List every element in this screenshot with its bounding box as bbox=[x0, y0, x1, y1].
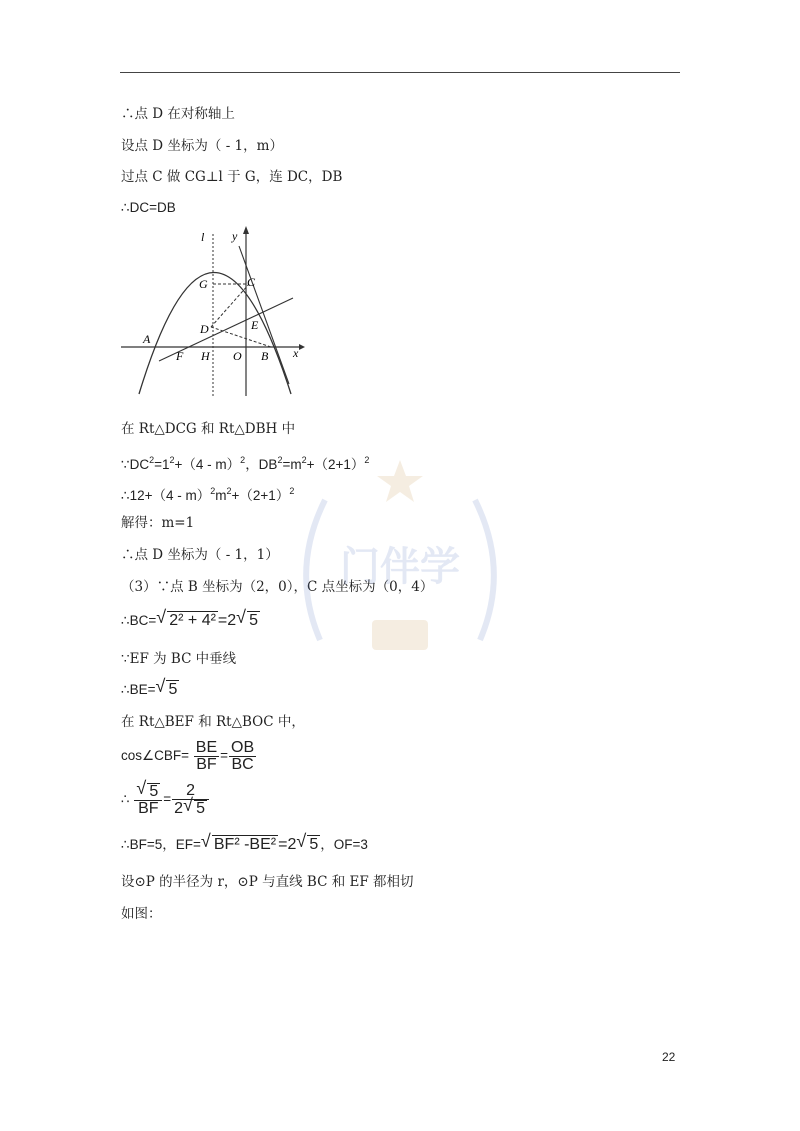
text-line: ∵EF 为 BC 中垂线 bbox=[121, 651, 237, 667]
equation-line: ∴BF=5，EF=√ BF² -BE² =2√ 5 ，OF=3 bbox=[121, 835, 368, 854]
label-O: O bbox=[233, 349, 242, 363]
label-C: C bbox=[247, 275, 256, 289]
label-G: G bbox=[199, 277, 208, 291]
label-F: F bbox=[176, 349, 184, 363]
text-line: 如图： bbox=[121, 906, 162, 922]
watermark-logo bbox=[280, 440, 520, 700]
parabola-figure bbox=[121, 226, 306, 401]
label-y: y bbox=[232, 229, 238, 243]
label-A: A bbox=[143, 332, 151, 346]
watermark-text: 门伴学 bbox=[340, 544, 460, 590]
text-line: 在 Rt△BEF 和 Rt△BOC 中， bbox=[121, 714, 305, 730]
equation-line: ∴ √ $\frac{5}{BF}$ = $\frac{2}{2√ 5}$ bbox=[121, 783, 210, 817]
text-line: 过点 C 做 CG⊥l 于 G，连 DC，DB bbox=[121, 169, 343, 185]
label-H: H bbox=[201, 349, 210, 363]
text-line: ∴点 D 坐标为（ - 1，1） bbox=[121, 547, 279, 563]
label-x: x bbox=[293, 346, 299, 360]
equation-line: ∴BE=√ 5 bbox=[121, 680, 179, 699]
label-l: l bbox=[201, 230, 205, 244]
text-line: （3）∵点 B 坐标为（2，0），C 点坐标为（0，4） bbox=[121, 579, 434, 595]
label-E: E bbox=[251, 318, 259, 332]
equation-line: ∴12+（4 - $m)^2m^2+(2+1)^2$ bbox=[121, 486, 295, 503]
text-line: ∴DC=DB bbox=[121, 200, 176, 215]
text-line: 设点 D 坐标为（ - 1，m） bbox=[121, 138, 283, 154]
equation-line: $\because DC^2=1^2+(4 - m)^2$，$DB^2=m^2+(2+1)^2$ bbox=[121, 455, 370, 472]
text-line: ∴点 D 在对称轴上 bbox=[121, 106, 235, 122]
page-number: 22 bbox=[662, 1050, 676, 1064]
label-D: D bbox=[200, 322, 209, 336]
header-rule bbox=[120, 72, 680, 73]
label-B: B bbox=[261, 349, 269, 363]
text-line: 解得：m=1 bbox=[121, 515, 195, 531]
equation-line: cos∠CBF= $\frac{BE}{BF}$ = $\frac{OB}{BC}$ bbox=[121, 739, 255, 773]
text-line: 在 Rt△DCG 和 Rt△DBH 中 bbox=[121, 421, 296, 437]
text-line: 设⊙P 的半径为 r，⊙P 与直线 BC 和 EF 都相切 bbox=[121, 874, 414, 890]
equation-line: ∴BC=√ 2² + 4² =2√ 5 bbox=[121, 611, 260, 630]
